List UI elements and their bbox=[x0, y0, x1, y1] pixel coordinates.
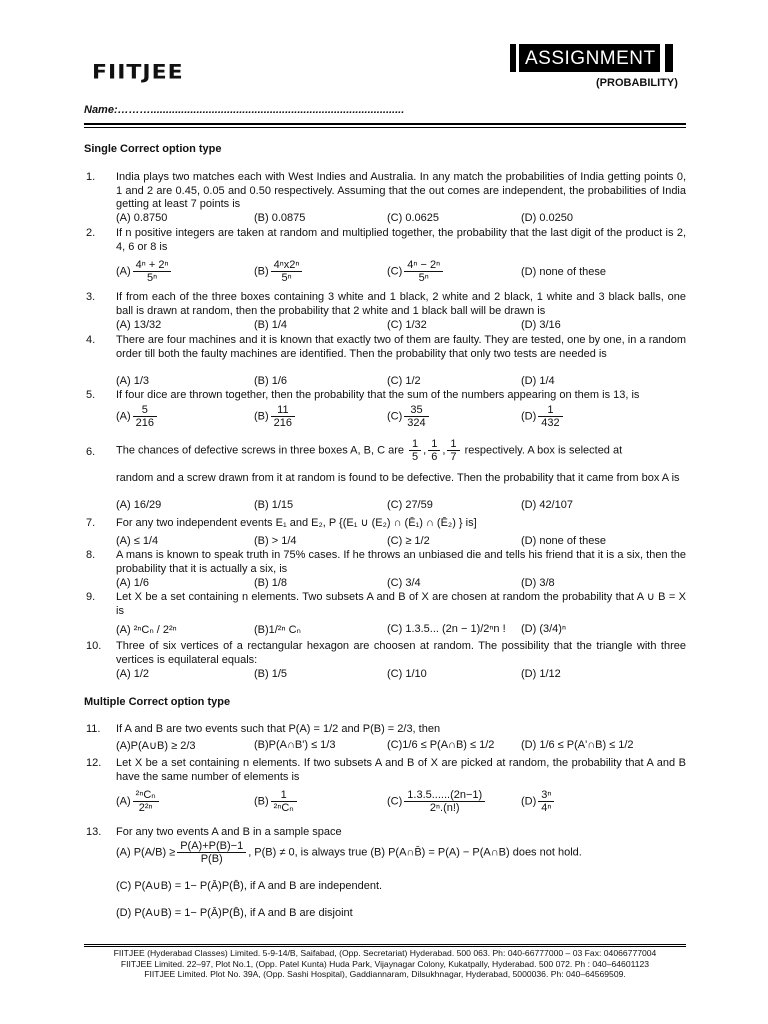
fraction bbox=[133, 259, 172, 284]
footer-addresses bbox=[84, 948, 686, 980]
option-c: (C) 1/32 bbox=[387, 319, 427, 331]
option-d: (D) (3/4)ⁿ bbox=[521, 623, 566, 635]
numerator: 4ⁿ + 2ⁿ bbox=[133, 259, 172, 272]
option-b: (B) 1/5 bbox=[254, 668, 288, 680]
numerator: 1 bbox=[428, 438, 440, 451]
option-c: (C) 0.0625 bbox=[387, 212, 439, 224]
question-number: 8. bbox=[86, 549, 96, 561]
option-b: (B)P(A∩B') ≤ 1/3 bbox=[254, 739, 336, 751]
option-b bbox=[254, 789, 299, 814]
question-number: 4. bbox=[86, 334, 96, 346]
numerator: 35 bbox=[404, 404, 428, 417]
question-number: 7. bbox=[86, 517, 96, 529]
question-text: The chances of defective screws in three boxes A, B, C are $\frac{1}{5}$ , $\frac{1}{6}$ , $\frac{1}{7}$ respectively. A box is selected at bbox=[116, 438, 623, 463]
question-number: 5. bbox=[86, 389, 96, 401]
fraction bbox=[404, 789, 485, 814]
option-label: (D) bbox=[521, 410, 537, 423]
question-text: If from each of the three boxes containing 3 white and 1 black, 2 white and 2 black, 1 white and 3 black balls, one ball is drawn at random, then the probability that 2 white and 1 black ball will be drawn is bbox=[116, 291, 686, 317]
numerator: P(A)+P(B)−1 bbox=[177, 840, 246, 853]
denominator: 2ⁿ.(n!) bbox=[429, 802, 460, 814]
option-label: (A) P(A/B) ≥ bbox=[116, 846, 176, 859]
option-c: (C) 1.3.5... (2n − 1)/2ⁿn ! bbox=[387, 623, 506, 635]
question-text-part3: random and a screw drawn from it at random is found to be defective. Then the probability that it came from box A is bbox=[116, 472, 680, 484]
option-d: (D) 3/8 bbox=[521, 577, 555, 589]
fraction bbox=[538, 789, 554, 814]
numerator: 4ⁿx2ⁿ bbox=[271, 259, 303, 272]
option-b: (B) 1/15 bbox=[254, 499, 294, 511]
question-number: 13. bbox=[86, 826, 102, 838]
numerator: 1 bbox=[409, 438, 421, 451]
question-text-part2: respectively. A box is selected at bbox=[464, 444, 623, 457]
option-b: (B) 1/8 bbox=[254, 577, 288, 589]
denominator: 7 bbox=[450, 451, 457, 463]
question-text: For any two independent events E₁ and E₂, P {(E₁ ∪ (E₂) ∩ (Ē₁) ∩ (Ē₂) } is] bbox=[116, 517, 477, 529]
fraction bbox=[133, 404, 157, 429]
question-text: Let X be a set containing n elements. If two subsets A and B of X are picked at random, the probability that A and B have the same number of elements is bbox=[116, 757, 686, 783]
option-d bbox=[521, 789, 556, 814]
option-b: (B) 1/6 bbox=[254, 375, 288, 387]
option-a: (A) 13/32 bbox=[116, 319, 162, 331]
option-label: (A) bbox=[116, 410, 131, 423]
option-label: (B) bbox=[254, 410, 269, 423]
denominator: 5ⁿ bbox=[418, 272, 429, 284]
question-number: 9. bbox=[86, 591, 96, 603]
option-a bbox=[116, 259, 173, 284]
option-d: (D) 1/12 bbox=[521, 668, 561, 680]
question-text: If A and B are two events such that P(A) = 1/2 and P(B) = 2/3, then bbox=[116, 723, 441, 735]
option-c bbox=[387, 259, 445, 284]
assignment-label: ASSIGNMENT bbox=[519, 44, 660, 72]
denominator: 5ⁿ bbox=[281, 272, 292, 284]
option-a bbox=[116, 404, 159, 429]
option-d: (D) P(A∪B) = 1− P(Ā)P(B̄), if A and B are disjoint bbox=[116, 907, 353, 919]
denominator: P(B) bbox=[200, 853, 223, 865]
option-b: (B) > 1/4 bbox=[254, 535, 297, 547]
denominator: 5 bbox=[412, 451, 419, 463]
banner-right-bar bbox=[665, 44, 673, 72]
numerator: 3ⁿ bbox=[538, 789, 554, 802]
footer-line: FIITJEE (Hyderabad Classes) Limited. 5-9-14/B, Saifabad, (Opp. Secretariat) Hyderabad. 500 063. Ph: 040-66777000 – 03 Fax: 04066777004 bbox=[113, 948, 657, 958]
question-number: 3. bbox=[86, 291, 96, 303]
option-c: (C) ≥ 1/2 bbox=[387, 535, 430, 547]
option-d: (D) 1/6 ≤ P(A'∩B) ≤ 1/2 bbox=[521, 739, 634, 751]
denominator: 6 bbox=[431, 451, 438, 463]
option-c: (C) P(A∪B) = 1− P(Ā)P(B̄), if A and B are independent. bbox=[116, 880, 383, 892]
option-label: (D) bbox=[521, 795, 537, 808]
assignment-banner bbox=[510, 44, 673, 72]
option-c: (C) 27/59 bbox=[387, 499, 433, 511]
numerator: 1 bbox=[271, 789, 297, 802]
option-d: (D) 0.0250 bbox=[521, 212, 573, 224]
fraction bbox=[447, 438, 459, 463]
question-text: If n positive integers are taken at random and multiplied together, the probability that the last digit of the product is 2, 4, 6 or 8 is bbox=[116, 227, 686, 253]
option-label: (B) bbox=[254, 795, 269, 808]
option-d: (D) 42/107 bbox=[521, 499, 573, 511]
denominator: 2²ⁿ bbox=[138, 802, 153, 814]
option-c: (C)1/6 ≤ P(A∩B) ≤ 1/2 bbox=[387, 739, 495, 751]
option-label: (C) bbox=[387, 410, 403, 423]
question-text: India plays two matches each with West Indies and Australia. In any match the probabilities of India getting points 0, 1 and 2 are 0.45, 0.05 and 0.50 respectively. Assuming that the out comes are independent, the probabilities of India getting at least 7 points is bbox=[116, 171, 686, 210]
option-b: (B) 0.0875 bbox=[254, 212, 306, 224]
footer-line: FIITJEE Limited. 22–97, Plot No.1, (Opp. Patel Kunta) Huda Park, Vijaynagar Colony, Kukatpally, Hyderabad. 500 072. Ph : 040–64601123 bbox=[120, 958, 650, 969]
option-c bbox=[387, 404, 431, 429]
fraction bbox=[404, 259, 443, 284]
question-number: 2. bbox=[86, 227, 96, 239]
header-rule-thin bbox=[84, 127, 686, 128]
numerator: 1 bbox=[447, 438, 459, 451]
option-b: (B) 1/4 bbox=[254, 319, 288, 331]
denominator: 216 bbox=[273, 417, 293, 429]
fraction bbox=[271, 259, 303, 284]
numerator: 1.3.5......(2n−1) bbox=[404, 789, 485, 802]
question-text-part1: The chances of defective screws in three boxes A, B, C are bbox=[116, 444, 404, 457]
denominator: 216 bbox=[135, 417, 155, 429]
option-a: (A) 1/2 bbox=[116, 668, 150, 680]
question-number: 12. bbox=[86, 757, 102, 769]
numerator: 11 bbox=[271, 404, 295, 417]
banner-left-bar bbox=[510, 44, 516, 72]
denominator: 432 bbox=[541, 417, 560, 429]
fraction bbox=[271, 404, 295, 429]
fraction bbox=[133, 789, 159, 814]
footer-rule bbox=[84, 944, 686, 945]
option-d: (D) 1/4 bbox=[521, 375, 555, 387]
name-field-line: Name:………................................................................................... bbox=[84, 104, 405, 116]
question-text: A mans is known to speak truth in 75% cases. If he throws an unbiased die and tells his friend that it is a six, then the probability that it is actually a six, is bbox=[116, 549, 686, 575]
question-number: 6. bbox=[86, 446, 96, 458]
header-rule-thick bbox=[84, 123, 686, 125]
option-label: (A) bbox=[116, 265, 131, 278]
denominator: ²ⁿCₙ bbox=[273, 802, 294, 814]
option-label: (B) bbox=[254, 265, 269, 278]
option-b: (B)1/²ⁿ Cₙ bbox=[254, 624, 301, 636]
option-a: (A) 1/6 bbox=[116, 577, 150, 589]
question-text: For any two events A and B in a sample space bbox=[116, 826, 342, 838]
option-a bbox=[116, 789, 161, 814]
option-a: (A) ²ⁿCₙ / 2²ⁿ bbox=[116, 624, 177, 636]
option-d: (D) 3/16 bbox=[521, 319, 561, 331]
question-number: 1. bbox=[86, 171, 96, 183]
option-a: (A) 1/3 bbox=[116, 375, 150, 387]
question-number: 10. bbox=[86, 640, 102, 652]
section-heading-multiple: Multiple Correct option type bbox=[84, 696, 231, 708]
option-c: (C) 1/10 bbox=[387, 668, 427, 680]
fraction bbox=[177, 840, 246, 865]
section-heading-single: Single Correct option type bbox=[84, 143, 222, 155]
option-label: (C) bbox=[387, 795, 403, 808]
option-a bbox=[116, 840, 582, 865]
option-a: (A) 16/29 bbox=[116, 499, 162, 511]
question-number: 11. bbox=[86, 723, 101, 735]
question-text: Let X be a set containing n elements. Two subsets A and B of X are chosen at random the probability that A ∪ B = X is bbox=[116, 591, 686, 617]
denominator: 5ⁿ bbox=[147, 272, 158, 284]
numerator: 5 bbox=[133, 404, 157, 417]
fraction bbox=[404, 404, 428, 429]
fiitjee-logo: FIITJEE bbox=[92, 61, 184, 84]
option-a: (A) 0.8750 bbox=[116, 212, 168, 224]
fraction bbox=[428, 438, 440, 463]
option-c: (C) 1/2 bbox=[387, 375, 421, 387]
numerator: 1 bbox=[538, 404, 562, 417]
footer-rule-secondary bbox=[84, 946, 686, 947]
denominator: 4ⁿ bbox=[541, 802, 552, 814]
option-c bbox=[387, 789, 487, 814]
option-label: (A) bbox=[116, 795, 131, 808]
numerator: ²ⁿCₙ bbox=[133, 789, 159, 802]
option-a: (A)P(A∪B) ≥ 2/3 bbox=[116, 740, 196, 752]
option-b bbox=[254, 404, 297, 429]
question-text: There are four machines and it is known that exactly two of them are faulty. They are tested, one by one, in a random order till both the faulty machines are identified. Then the probability that only two tests are needed is bbox=[116, 334, 686, 360]
question-text: Three of six vertices of a rectangular hexagon are choosen at random. The possibility that the triangle with three vertices is equilateral equals: bbox=[116, 640, 686, 666]
option-a: (A) ≤ 1/4 bbox=[116, 535, 159, 547]
numerator: 4ⁿ − 2ⁿ bbox=[404, 259, 443, 272]
option-d bbox=[521, 404, 565, 429]
denominator: 324 bbox=[407, 417, 426, 429]
option-c: (C) 3/4 bbox=[387, 577, 421, 589]
option-text: , P(B) ≠ 0, is always true (B) P(A∩B̄) = P(A) − P(A∩B) does not hold. bbox=[248, 846, 582, 859]
option-d: (D) none of these bbox=[521, 535, 606, 547]
fraction bbox=[271, 789, 297, 814]
page-subtitle: (PROBABILITY) bbox=[596, 77, 678, 89]
footer-line: FIITJEE Limited. Plot No. 39A, (Opp. Sashi Hospital), Gaddiannaram, Dilsukhnagar, Hyderabad, 5000036. Ph: 040–64569509. bbox=[144, 969, 626, 979]
fraction bbox=[409, 438, 421, 463]
question-text: If four dice are thrown together, then the probability that the sum of the numbers appearing on them is 13, is bbox=[116, 389, 640, 401]
fraction bbox=[538, 404, 562, 429]
option-label: (C) bbox=[387, 265, 403, 278]
option-b bbox=[254, 259, 304, 284]
option-d: (D) none of these bbox=[521, 266, 606, 278]
